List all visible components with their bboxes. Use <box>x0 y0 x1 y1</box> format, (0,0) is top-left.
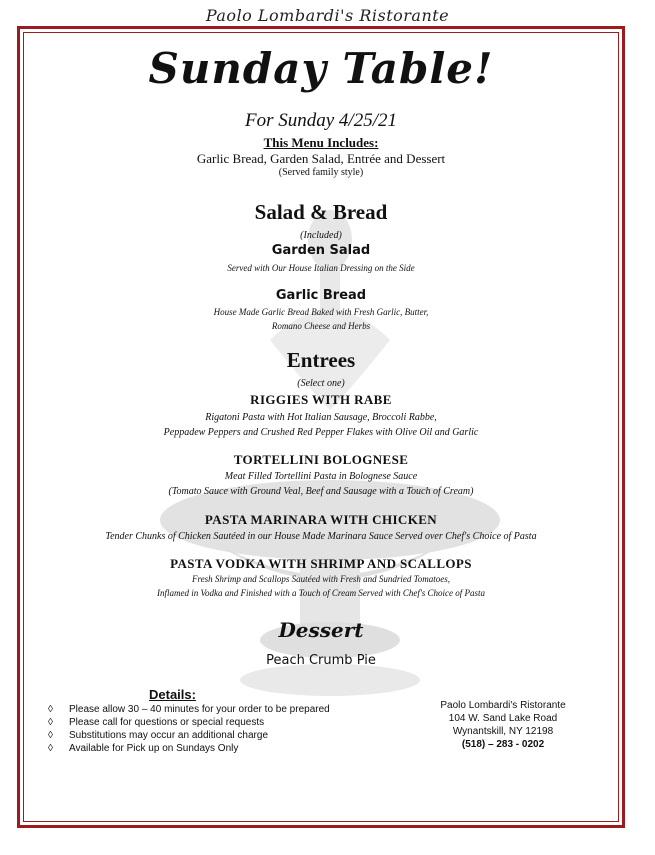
list-item <box>48 729 330 742</box>
entree-name: PASTA MARINARA WITH CHICKEN <box>204 512 438 527</box>
list-item <box>48 716 330 729</box>
entree-name: PASTA VODKA WITH SHRIMP AND SCALLOPS <box>170 556 472 571</box>
diamond-bullet-icon: ◊ <box>48 717 53 728</box>
restaurant-header: Paolo Lombardi's Ristorante <box>205 6 450 25</box>
address-street: 104 W. Sand Lake Road <box>448 713 558 724</box>
address-name: Paolo Lombardi's Ristorante <box>440 700 566 711</box>
list-item <box>48 703 330 716</box>
detail-text: Please call for questions or special requests <box>69 717 265 728</box>
diamond-bullet-icon: ◊ <box>48 743 53 754</box>
includes-note: (Served family style) <box>278 167 364 178</box>
salad-note: (Included) <box>300 230 342 241</box>
address-city: Wynantskill, NY 12198 <box>452 726 554 737</box>
menu-title: Sunday Table! <box>148 44 494 93</box>
entree-desc-line: Tender Chunks of Chicken Sautéed in our House Made Marinara Sauce Served over Chef's Choice of Pasta <box>105 531 537 542</box>
list-item <box>48 742 330 755</box>
details-list <box>48 703 330 755</box>
salad-bread-heading: Salad & Bread <box>254 200 388 224</box>
entree-desc-line: (Tomato Sauce with Ground Veal, Beef and Sausage with a Touch of Cream) <box>168 486 474 497</box>
garlic-bread-desc-line1: House Made Garlic Bread Baked with Fresh Garlic, Butter, <box>213 307 429 317</box>
dessert-item: Peach Crumb Pie <box>266 653 376 668</box>
garlic-bread-desc-line2: Romano Cheese and Herbs <box>271 321 371 331</box>
entree-desc-line: Rigatoni Pasta with Hot Italian Sausage, Broccoli Rabbe, <box>205 412 437 423</box>
garden-salad-desc: Served with Our House Italian Dressing on the Side <box>227 263 415 273</box>
includes-heading: This Menu Includes: <box>263 135 379 150</box>
address-phone: (518) – 283 - 0202 <box>461 739 545 750</box>
garlic-bread-name: Garlic Bread <box>275 288 367 303</box>
dessert-heading: Dessert <box>278 618 364 642</box>
diamond-bullet-icon: ◊ <box>48 730 53 741</box>
entree-desc-line: Inflamed in Vodka and Finished with a Touch of Cream Served with Chef's Choice of Pasta <box>157 588 485 598</box>
entree-name: RIGGIES WITH RABE <box>250 392 392 407</box>
detail-text: Available for Pick up on Sundays Only <box>69 743 239 754</box>
detail-text: Substitutions may occur an additional charge <box>69 730 269 741</box>
detail-text: Please allow 30 – 40 minutes for your order to be prepared <box>69 704 330 715</box>
includes-text: Garlic Bread, Garden Salad, Entrée and Dessert <box>196 151 446 166</box>
details-heading: Details: <box>149 687 196 702</box>
diamond-bullet-icon: ◊ <box>48 704 53 715</box>
restaurant-address <box>403 699 603 751</box>
entree-desc-line: Meat Filled Tortellini Pasta in Bolognese Sauce <box>224 471 418 482</box>
entree-desc-line: Peppadew Peppers and Crushed Red Pepper Flakes with Olive Oil and Garlic <box>163 427 479 438</box>
entrees-heading: Entrees <box>286 348 356 372</box>
menu-date: For Sunday 4/25/21 <box>245 110 397 131</box>
entree-desc-line: Fresh Shrimp and Scallops Sautéed with Fresh and Sundried Tomatoes, <box>192 574 450 584</box>
entrees-note: (Select one) <box>297 378 345 389</box>
entree-name: TORTELLINI BOLOGNESE <box>233 452 409 467</box>
garden-salad-name: Garden Salad <box>271 243 371 258</box>
